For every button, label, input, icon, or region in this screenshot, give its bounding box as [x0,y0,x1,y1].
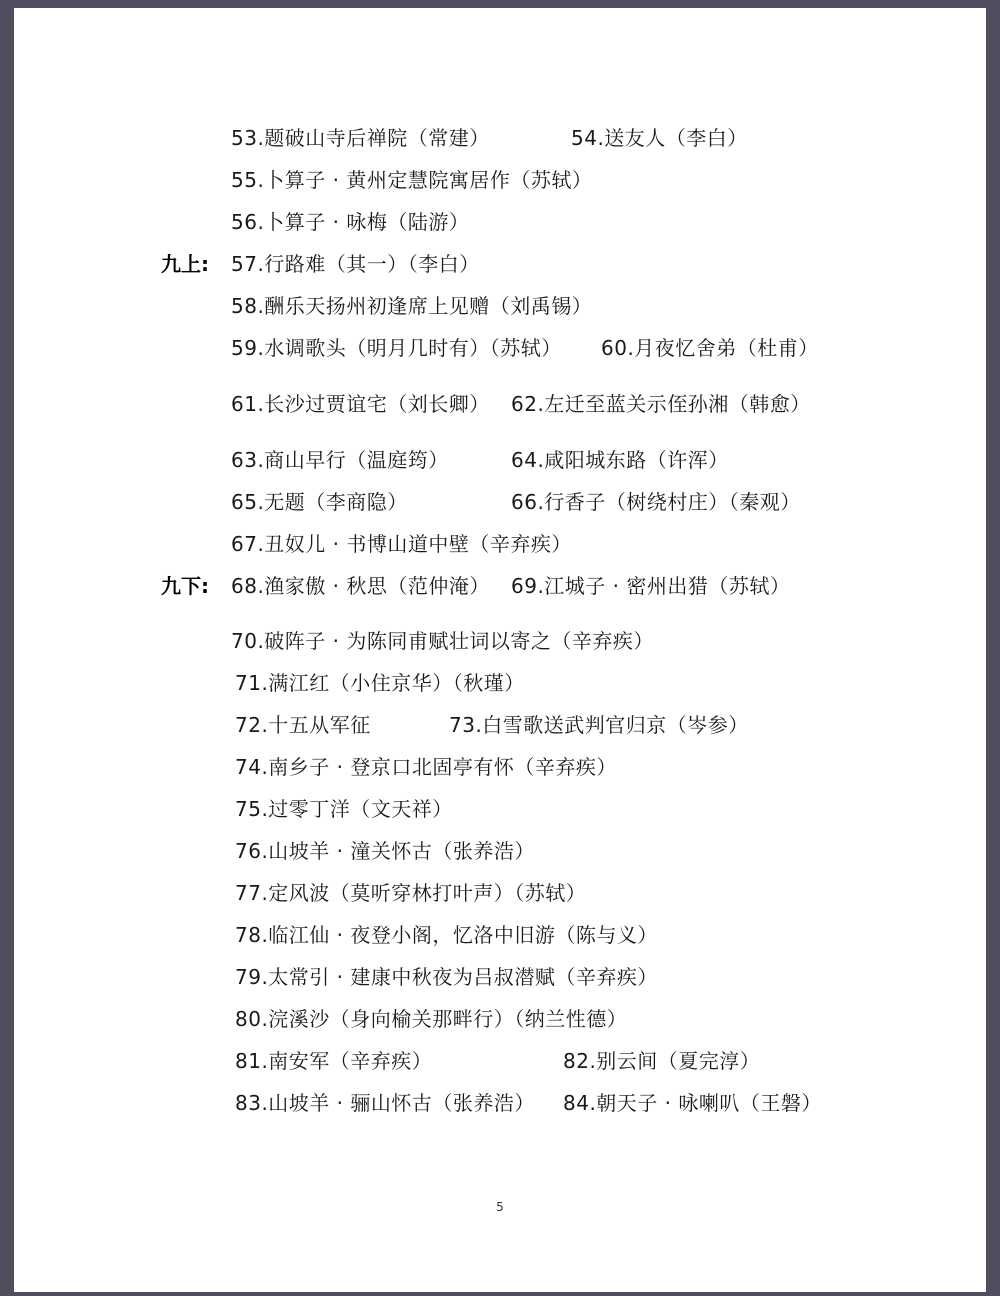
poem-item-73: 73.白雪歌送武判官归京（岑参） [449,713,749,737]
poem-item-75: 75.过零丁洋（文天祥） [235,797,453,821]
poem-item-68: 68.渔家傲 · 秋思（范仲淹） [231,574,490,598]
poem-item-53: 53.题破山寺后禅院（常建） [231,126,490,150]
poem-item-84: 84.朝天子 · 咏喇叭（王磐） [563,1091,822,1115]
poem-item-71: 71.满江红（小住京华）（秋瑾） [235,671,525,695]
poem-item-60: 60.月夜忆舍弟（杜甫） [601,336,819,360]
poem-item-82: 82.别云间（夏完淳） [563,1049,761,1073]
poem-item-63: 63.商山早行（温庭筠） [231,448,449,472]
poem-item-64: 64.咸阳城东路（许浑） [511,448,729,472]
poem-item-57: 57.行路难（其一）（李白） [231,252,480,276]
poem-item-76: 76.山坡羊 · 潼关怀古（张养浩） [235,839,535,863]
poem-item-59: 59.水调歌头（明月几时有）（苏轼） [231,336,562,360]
poem-item-62: 62.左迁至蓝关示侄孙湘（韩愈） [511,392,811,416]
poem-item-70: 70.破阵子 · 为陈同甫赋壮词以寄之（辛弃疾） [231,629,654,653]
poem-item-54: 54.送友人（李白） [571,126,748,150]
poem-item-58: 58.酬乐天扬州初逢席上见赠（刘禹锡） [231,294,593,318]
poem-item-77: 77.定风波（莫听穿林打叶声）（苏轼） [235,881,587,905]
poem-item-72: 72.十五从军征 [235,713,371,737]
poem-item-83: 83.山坡羊 · 骊山怀古（张养浩） [235,1091,535,1115]
poem-item-56: 56.卜算子 · 咏梅（陆游） [231,210,470,234]
poem-item-78: 78.临江仙 · 夜登小阁，忆洛中旧游（陈与义） [235,923,658,947]
poem-item-81: 81.南安军（辛弃疾） [235,1049,433,1073]
poem-item-74: 74.南乡子 · 登京口北固亭有怀（辛弃疾） [235,755,617,779]
poem-item-80: 80.浣溪沙（身向榆关那畔行）（纳兰性德） [235,1007,628,1031]
section-label-jiu-xia: 九下: [161,574,209,598]
poem-item-66: 66.行香子（树绕村庄）（秦观） [511,490,801,514]
poem-item-79: 79.太常引 · 建康中秋夜为吕叔潜赋（辛弃疾） [235,965,658,989]
page-number: 5 [496,1200,504,1214]
section-label-jiu-shang: 九上: [161,252,209,276]
poem-item-65: 65.无题（李商隐） [231,490,408,514]
poem-item-69: 69.江城子 · 密州出猎（苏轼） [511,574,791,598]
poem-item-61: 61.长沙过贾谊宅（刘长卿） [231,392,490,416]
poem-item-55: 55.卜算子 · 黄州定慧院寓居作（苏轼） [231,168,593,192]
poem-item-67: 67.丑奴儿 · 书博山道中壁（辛弃疾） [231,532,572,556]
document-page [14,8,986,1292]
